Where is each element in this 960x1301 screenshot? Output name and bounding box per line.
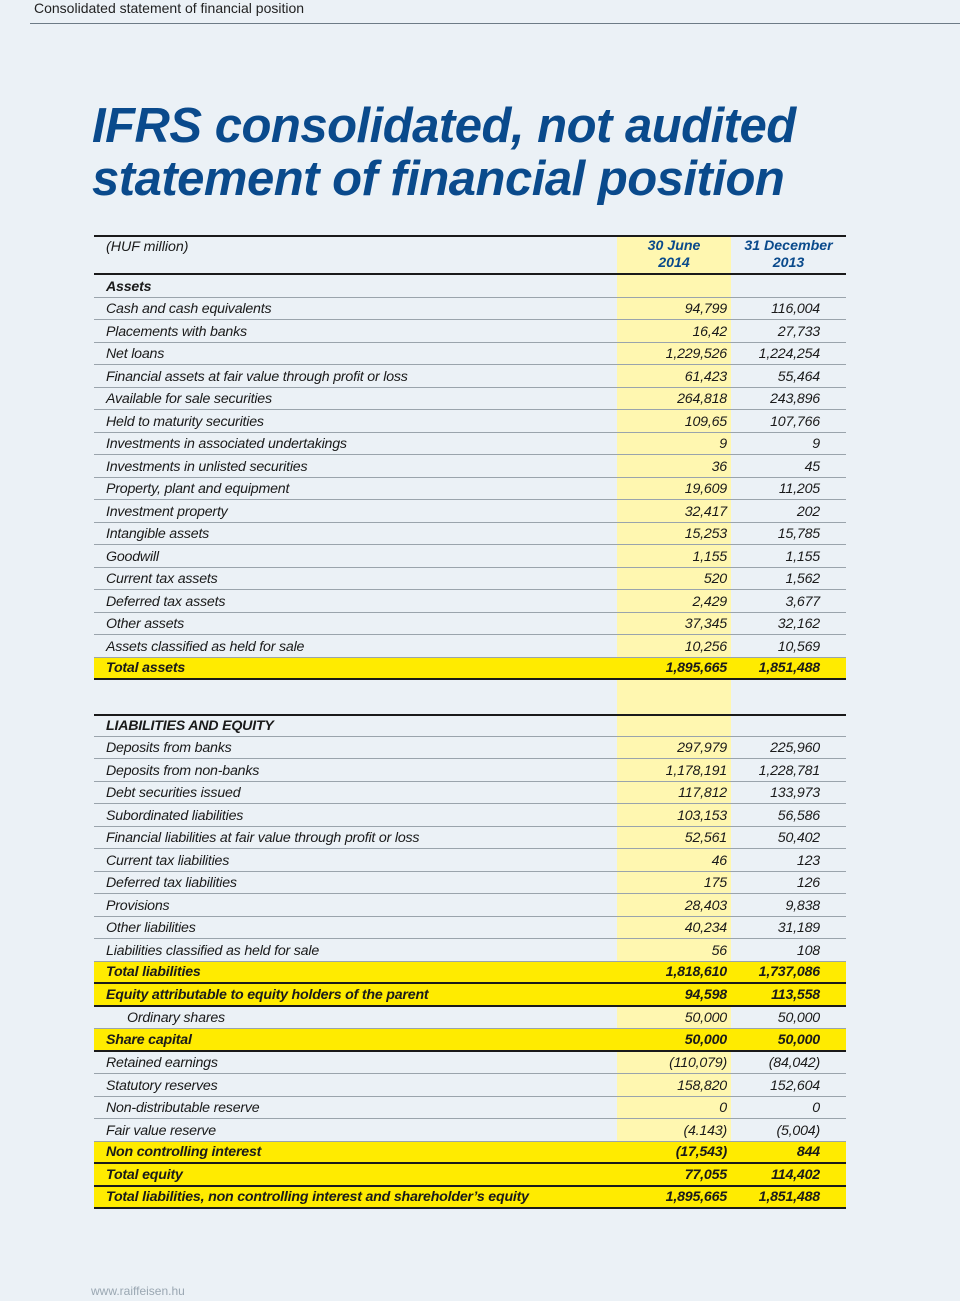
row-label: Equity attributable to equity holders of the parent: [106, 986, 429, 1003]
row-value-2014: 50,000: [684, 1031, 727, 1048]
row-value-2014: 32,417: [684, 503, 727, 520]
table-row: [94, 1074, 846, 1097]
row-value-2013: 1,224,254: [758, 346, 820, 362]
column-header-december-2013: [731, 237, 846, 273]
row-value-2014: (17,543): [675, 1144, 727, 1160]
row-label: Goodwill: [106, 548, 159, 565]
row-value-2014: 46: [711, 852, 727, 869]
column-header-june-2014-line1: 30 June: [647, 238, 701, 254]
row-value-2014: (4.143): [683, 1122, 727, 1139]
row-label: Subordinated liabilities: [106, 807, 244, 824]
row-value-2013: 133,973: [770, 785, 820, 801]
section-heading-label: LIABILITIES AND EQUITY: [106, 717, 274, 734]
row-label: Liabilities classified as held for sale: [106, 942, 320, 959]
row-label: Deferred tax assets: [106, 593, 226, 610]
equity-parent-row: [94, 984, 846, 1007]
row-value-2014: 61,423: [684, 368, 727, 385]
row-value-2013: 32,162: [777, 616, 820, 632]
row-value-2014: 10,256: [684, 638, 727, 655]
row-label: Deposits from banks: [106, 740, 232, 756]
row-value-2013: 3,677: [785, 593, 820, 610]
row-value-2013: 56,586: [777, 807, 820, 824]
section-heading-label: Assets: [106, 278, 152, 295]
row-value-2014: 1,895,665: [665, 660, 727, 676]
row-label: Other liabilities: [106, 920, 196, 936]
row-value-2014: 56: [711, 942, 727, 959]
table-row: [94, 298, 846, 321]
row-label: Investment property: [106, 503, 228, 520]
table-row: [94, 894, 846, 917]
row-value-2014: 117,812: [678, 785, 727, 801]
row-value-2014: 15,253: [684, 526, 727, 542]
row-label: Available for sale securities: [106, 391, 272, 407]
table-row: [94, 388, 846, 411]
table-row: [94, 410, 846, 433]
row-value-2013: 15,785: [777, 526, 820, 542]
row-value-2013: 202: [796, 503, 820, 520]
row-label: Property, plant and equipment: [106, 481, 290, 497]
row-label: Statutory reserves: [106, 1077, 218, 1094]
row-value-2013: 11,205: [778, 481, 820, 497]
table-row: [94, 320, 846, 343]
table-row: [94, 635, 846, 658]
table-row: [94, 1097, 846, 1120]
total-liabilities-row: [94, 962, 846, 985]
row-value-2014: 103,153: [677, 807, 727, 824]
page-title: [92, 100, 796, 206]
table-row: [94, 1119, 846, 1142]
row-value-2013: 1,851,488: [758, 660, 820, 676]
row-label: Share capital: [106, 1031, 192, 1048]
table-row: [94, 613, 846, 636]
row-value-2014: 520: [703, 571, 727, 587]
row-value-2014: 1,178,191: [665, 762, 727, 779]
row-label: Current tax liabilities: [106, 852, 230, 869]
row-value-2013: 0: [812, 1100, 820, 1116]
row-label: Placements with banks: [106, 323, 247, 340]
table-row: [94, 545, 846, 568]
table-row: [94, 500, 846, 523]
row-value-2013: 9: [812, 436, 820, 452]
page-title-line-2: statement of financial position: [92, 152, 785, 206]
liabilities-rows: [94, 737, 846, 962]
total-assets-row: [94, 658, 846, 681]
row-value-2014: 19,609: [684, 481, 727, 497]
row-value-2014: 1,818,610: [665, 964, 727, 980]
row-value-2013: 108: [796, 942, 820, 959]
row-value-2013: 113,558: [771, 986, 820, 1003]
row-value-2014: 37,345: [684, 616, 727, 632]
row-label: Non controlling interest: [106, 1144, 262, 1160]
table-row: [94, 849, 846, 872]
row-value-2013: 1,851,488: [758, 1189, 820, 1205]
row-label: Current tax assets: [106, 571, 218, 587]
row-value-2013: 9,838: [785, 897, 820, 914]
row-value-2013: (5,004): [776, 1122, 820, 1139]
row-value-2013: 114,402: [771, 1166, 820, 1183]
row-value-2014: 16,42: [692, 323, 727, 340]
running-head: Consolidated statement of financial position: [34, 0, 305, 16]
table-row: [94, 568, 846, 591]
table-row: [94, 872, 846, 895]
row-value-2013: 31,189: [777, 920, 820, 936]
row-label: Fair value reserve: [106, 1122, 216, 1139]
column-header-december-2013-line2: 2013: [772, 255, 805, 271]
table-row: [94, 365, 846, 388]
row-value-2013: 844: [796, 1144, 820, 1160]
table-row: [94, 939, 846, 962]
non-controlling-interest-row: [94, 1142, 846, 1165]
row-value-2014: 1,155: [692, 548, 727, 565]
grand-total-row: [94, 1187, 846, 1210]
row-value-2014: 264,818: [677, 391, 727, 407]
row-value-2014: 109,65: [684, 413, 727, 430]
table-row: [94, 917, 846, 940]
row-value-2014: 297,979: [677, 740, 727, 756]
column-header-june-2014-line2: 2014: [658, 255, 690, 271]
row-value-2014: 158,820: [677, 1077, 727, 1094]
row-value-2013: 1,228,781: [758, 762, 820, 779]
ordinary-shares-row: [94, 1007, 846, 1030]
row-value-2014: (110,079): [669, 1055, 727, 1071]
equity-rows: [94, 1052, 846, 1142]
row-label: Net loans: [106, 346, 165, 362]
header-divider: [30, 23, 960, 24]
table-row: [94, 759, 846, 782]
row-label: Financial liabilities at fair value through profit or loss: [106, 830, 420, 846]
row-value-2014: 1,229,526: [665, 346, 727, 362]
table-row: [94, 433, 846, 456]
row-label: Assets classified as held for sale: [106, 638, 305, 655]
table-row: [94, 590, 846, 613]
row-value-2013: 55,464: [777, 368, 820, 385]
table-header-row: [94, 235, 846, 275]
row-value-2013: 1,737,086: [758, 964, 820, 980]
row-label: Investments in associated undertakings: [106, 436, 347, 452]
row-value-2014: 0: [719, 1100, 727, 1116]
row-label: Total liabilities, non controlling interest and shareholder’s equity: [106, 1189, 529, 1205]
row-value-2013: 50,000: [777, 1010, 820, 1026]
row-value-2013: 123: [796, 852, 820, 869]
row-label: Debt securities issued: [106, 785, 241, 801]
row-value-2013: 27,733: [777, 323, 820, 340]
row-label: Investments in unlisted securities: [106, 458, 308, 475]
row-value-2013: 50,000: [777, 1031, 820, 1048]
row-value-2014: 40,234: [684, 920, 727, 936]
row-value-2014: 50,000: [684, 1010, 727, 1026]
row-value-2013: 50,402: [777, 830, 820, 846]
row-value-2013: 116,004: [771, 301, 820, 317]
row-label: Intangible assets: [106, 526, 210, 542]
row-label: Total equity: [106, 1166, 183, 1183]
table-row: [94, 523, 846, 546]
total-equity-row: [94, 1164, 846, 1187]
row-value-2014: 52,561: [684, 830, 727, 846]
row-value-2013: 243,896: [770, 391, 820, 407]
row-label: Other assets: [106, 616, 185, 632]
section-heading-liabilities: [94, 714, 846, 737]
table-row: [94, 804, 846, 827]
row-value-2014: 94,799: [684, 301, 727, 317]
table-row: [94, 478, 846, 501]
row-value-2013: 1,562: [785, 571, 820, 587]
column-header-june-2014: [617, 237, 731, 273]
row-value-2013: 1,155: [785, 548, 820, 565]
row-value-2014: 175: [703, 875, 727, 891]
column-header-december-2013-line1: 31 December: [744, 238, 833, 254]
row-label: Deposits from non-banks: [106, 762, 260, 779]
row-value-2014: 2,429: [692, 593, 727, 610]
row-label: Provisions: [106, 897, 170, 914]
section-heading-assets: [94, 275, 846, 298]
row-value-2014: 9: [719, 436, 727, 452]
share-capital-row: [94, 1029, 846, 1052]
row-value-2013: 107,766: [770, 413, 820, 430]
table-row: [94, 455, 846, 478]
row-label: Deferred tax liabilities: [106, 875, 237, 891]
row-label: Non-distributable reserve: [106, 1100, 260, 1116]
row-value-2014: 1,895,665: [665, 1189, 727, 1205]
row-label: Cash and cash equivalents: [106, 301, 272, 317]
row-value-2013: 152,604: [770, 1077, 820, 1094]
row-label: Financial assets at fair value through profit or loss: [106, 368, 408, 385]
table-row: [94, 737, 846, 760]
website-link[interactable]: www.raiffeisen.hu: [91, 1284, 185, 1298]
row-label: Ordinary shares: [127, 1010, 225, 1026]
unit-label: (HUF million): [106, 239, 189, 255]
row-value-2013: 126: [796, 875, 820, 891]
row-value-2014: 94,598: [684, 986, 727, 1003]
financial-position-table: [94, 235, 846, 1209]
table-row: [94, 827, 846, 850]
assets-rows: [94, 298, 846, 658]
row-value-2014: 77,055: [684, 1166, 727, 1183]
table-row: [94, 1052, 846, 1075]
row-value-2013: 10,569: [777, 638, 820, 655]
row-label: Total assets: [106, 660, 186, 676]
row-label: Held to maturity securities: [106, 413, 264, 430]
row-label: Retained earnings: [106, 1055, 218, 1071]
section-gap: [94, 680, 846, 714]
row-label: Total liabilities: [106, 964, 201, 980]
row-value-2013: 45: [804, 458, 820, 475]
row-value-2014: 36: [711, 458, 727, 475]
row-value-2014: 28,403: [684, 897, 727, 914]
table-row: [94, 343, 846, 366]
table-row: [94, 782, 846, 805]
page-title-line-1: IFRS consolidated, not audited: [92, 99, 796, 153]
row-value-2013: (84,042): [768, 1055, 820, 1071]
row-value-2013: 225,960: [770, 740, 820, 756]
